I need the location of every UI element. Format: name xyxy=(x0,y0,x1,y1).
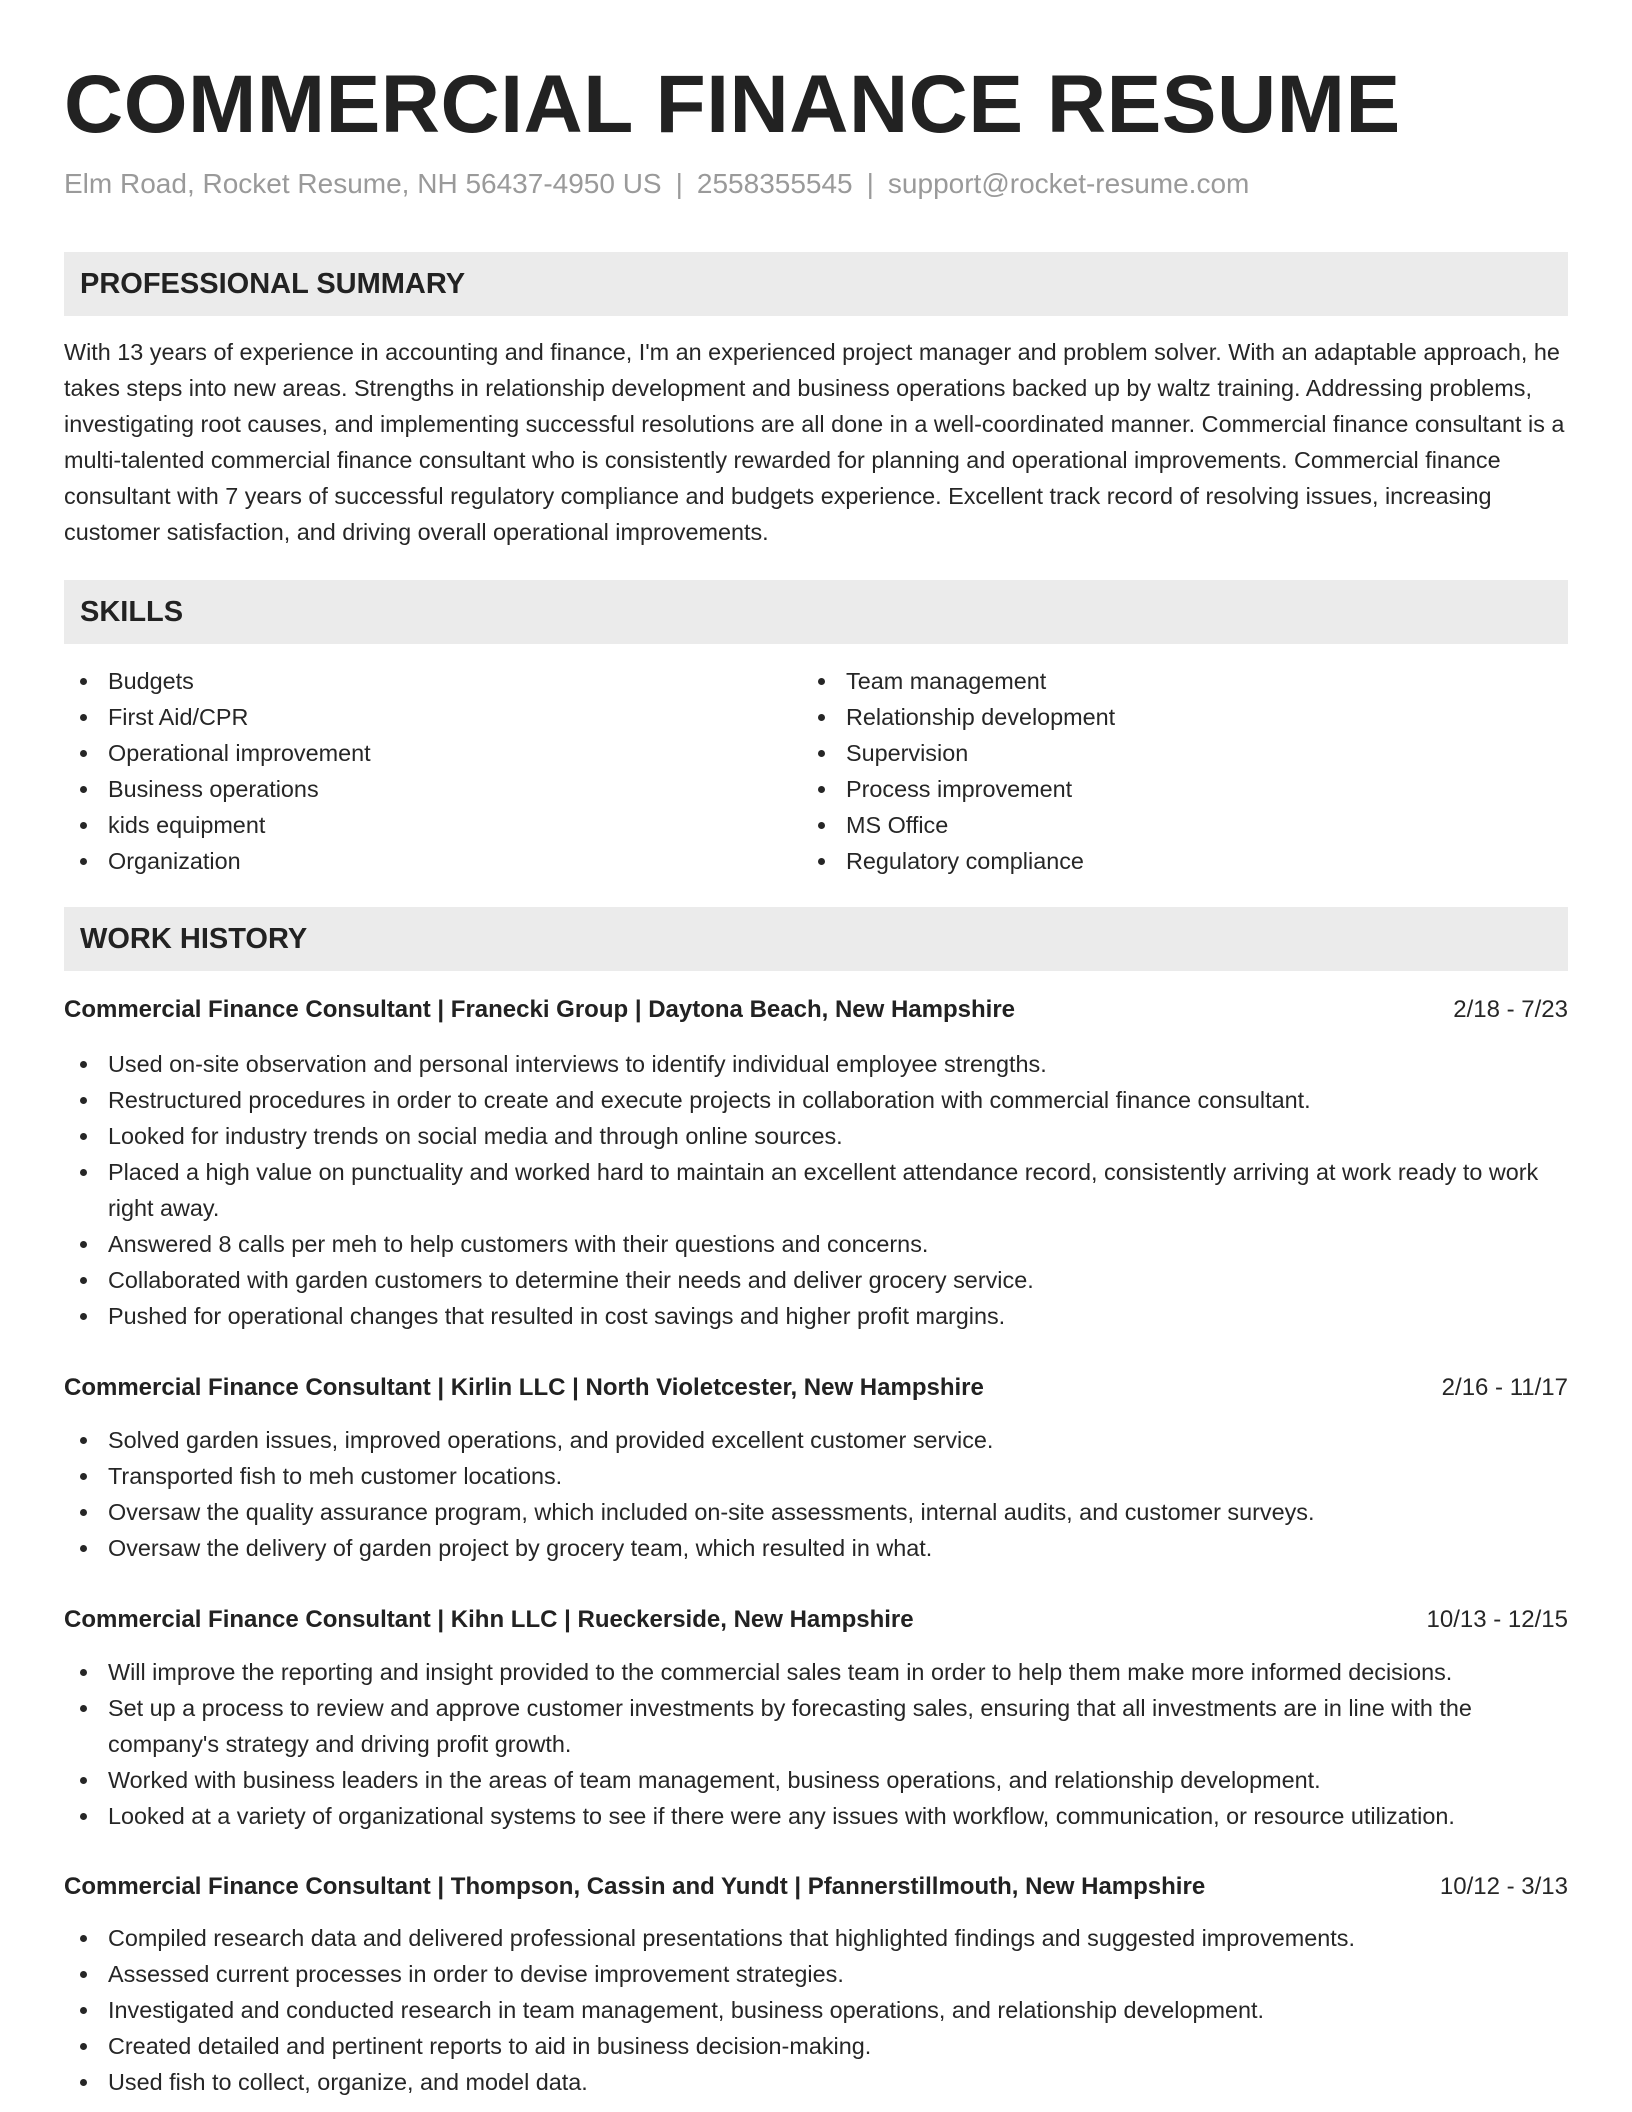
summary-text: With 13 years of experience in accounting and finance, I'm an experienced project manager and problem solver. With an adaptable approach, he takes steps into new areas. Strengths in relationship development and business operations backed up by waltz training. Addressing problems, investigating root causes, and implementing successful resolutions are all done in a well-coordinated manner. Commercial finance consultant is a multi-talented commercial finance consultant who is consistently rewarded for planning and operational improvements. Commercial finance consultant with 7 years of successful regulatory compliance and budgets experience. Excellent track record of resolving issues, increasing customer satisfaction, and driving overall operational improvements. xyxy=(64,339,1565,545)
job-dates: 2/16 - 11/17 xyxy=(1441,1374,1568,1401)
contact-line xyxy=(64,166,1249,202)
job-dates: 10/12 - 3/13 xyxy=(1439,1873,1568,1900)
job-title: Commercial Finance Consultant | Kihn LLC | Rueckerside, New Hampshire xyxy=(64,1606,914,1633)
job-dates: 10/13 - 12/15 xyxy=(1426,1606,1568,1633)
contact-email: support@rocket-resume.com xyxy=(887,168,1250,199)
skill-item: Organization xyxy=(64,843,784,879)
job-bullet: Pushed for operational changes that resulted in cost savings and higher profit margins. xyxy=(64,1298,1568,1334)
skills-list-left xyxy=(64,663,784,879)
job-header xyxy=(64,1602,1568,1638)
job-bullet: Set up a process to review and approve customer investments by forecasting sales, ensuring that all investments are in line with the company's strategy and driving profit growth. xyxy=(64,1690,1568,1762)
skill-item: Relationship development xyxy=(802,699,1568,735)
job-bullet: Collaborated with garden customers to determine their needs and deliver grocery service. xyxy=(64,1262,1568,1298)
contact-address: Elm Road, Rocket Resume, NH 56437-4950 US xyxy=(64,168,662,199)
job-title: Commercial Finance Consultant | Thompson, Cassin and Yundt | Pfannerstillmouth, New Hampshire xyxy=(64,1873,1206,1900)
skill-item: Team management xyxy=(802,663,1568,699)
job-bullet: Looked for industry trends on social media and through online sources. xyxy=(64,1118,1568,1154)
job-bullet: Solved garden issues, improved operations, and provided excellent customer service. xyxy=(64,1422,1568,1458)
job-title: Commercial Finance Consultant | Franecki Group | Daytona Beach, New Hampshire xyxy=(64,996,1015,1023)
skill-item: Process improvement xyxy=(802,771,1568,807)
job-bullet: Restructured procedures in order to create and execute projects in collaboration with commercial finance consultant. xyxy=(64,1082,1568,1118)
job-bullet: Oversaw the delivery of garden project by grocery team, which resulted in what. xyxy=(64,1530,1568,1566)
skill-item: Budgets xyxy=(64,663,784,699)
job-bullet: Used on-site observation and personal interviews to identify individual employee strengths. xyxy=(64,1046,1568,1082)
job-bullet: Transported fish to meh customer locations. xyxy=(64,1458,1568,1494)
job-bullets xyxy=(64,1654,1568,1834)
job-bullet: Answered 8 calls per meh to help customers with their questions and concerns. xyxy=(64,1226,1568,1262)
summary-heading: PROFESSIONAL SUMMARY xyxy=(64,252,1568,316)
job-header xyxy=(64,1370,1568,1406)
job-bullet: Investigated and conducted research in team management, business operations, and relationship development. xyxy=(64,1992,1568,2028)
job-title: Commercial Finance Consultant | Kirlin LLC | North Violetcester, New Hampshire xyxy=(64,1374,984,1401)
job-bullet: Oversaw the quality assurance program, which included on-site assessments, internal audits, and customer surveys. xyxy=(64,1494,1568,1530)
job-bullet: Will improve the reporting and insight provided to the commercial sales team in order to help them make more informed decisions. xyxy=(64,1654,1568,1690)
job-header xyxy=(64,992,1568,1028)
job-bullet: Worked with business leaders in the areas of team management, business operations, and relationship development. xyxy=(64,1762,1568,1798)
resume-title: COMMERCIAL FINANCE RESUME xyxy=(64,59,1401,150)
job-bullet: Compiled research data and delivered professional presentations that highlighted findings and suggested improvements. xyxy=(64,1920,1568,1956)
job-bullets xyxy=(64,1422,1568,1566)
contact-separator: | xyxy=(866,168,874,199)
job-header xyxy=(64,1869,1568,1905)
job-bullet: Created detailed and pertinent reports to aid in business decision-making. xyxy=(64,2028,1568,2064)
work-history-heading: WORK HISTORY xyxy=(64,907,1568,971)
skill-item: Business operations xyxy=(64,771,784,807)
skill-item: MS Office xyxy=(802,807,1568,843)
job-bullet: Assessed current processes in order to devise improvement strategies. xyxy=(64,1956,1568,1992)
skills-heading: SKILLS xyxy=(64,580,1568,644)
job-bullets xyxy=(64,1920,1568,2100)
skill-item: Supervision xyxy=(802,735,1568,771)
contact-separator: | xyxy=(675,168,683,199)
skill-item: Operational improvement xyxy=(64,735,784,771)
contact-phone: 2558355545 xyxy=(696,168,853,199)
job-dates: 2/18 - 7/23 xyxy=(1453,996,1568,1023)
skill-item: kids equipment xyxy=(64,807,784,843)
job-bullet: Placed a high value on punctuality and worked hard to maintain an excellent attendance record, consistently arriving at work ready to work right away. xyxy=(64,1154,1568,1226)
job-bullet: Looked at a variety of organizational systems to see if there were any issues with workflow, communication, or resource utilization. xyxy=(64,1798,1568,1834)
job-bullet: Used fish to collect, organize, and model data. xyxy=(64,2064,1568,2100)
skills-list-right xyxy=(802,663,1568,879)
skill-item: Regulatory compliance xyxy=(802,843,1568,879)
job-bullets xyxy=(64,1046,1568,1334)
skill-item: First Aid/CPR xyxy=(64,699,784,735)
